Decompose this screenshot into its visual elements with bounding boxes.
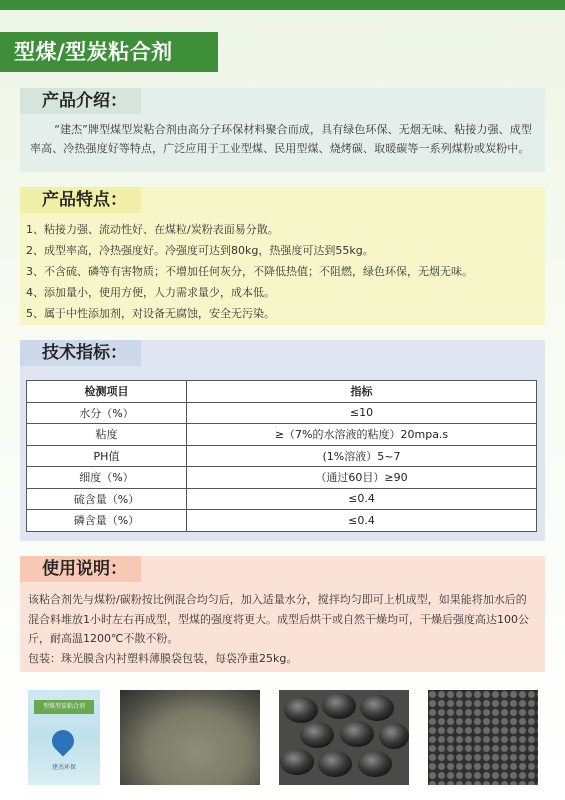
packaging-text: 包装：珠光膜含内衬塑料薄膜袋包装，每袋净重25kg。 (28, 651, 298, 665)
table-row (27, 510, 537, 532)
usage-text: 该粘合剂先与煤粉/碳粉按比例混合均匀后，加入适量水分，搅拌均匀即可上机成型，如果能将加水后的混合料堆放1小时左右再成型，型煤的强度将更大。成型后烘干或自然干燥均可，干燥后强度高达100公斤，耐高温1200℃不散不粉。 (28, 593, 529, 645)
table-row (27, 445, 537, 467)
bag-brand: 建杰环保 (51, 764, 76, 771)
intro-section (20, 88, 545, 172)
usage-heading: 使用说明： (20, 556, 141, 582)
usage-body (20, 590, 545, 668)
column-header: 检测项目 (27, 381, 187, 403)
briquette-photo (279, 690, 409, 785)
table-cell: ≤10 (187, 402, 537, 424)
intro-heading: 产品介绍： (20, 88, 141, 114)
table-cell: 硫含量（%） (27, 488, 187, 510)
briquettes-graphic (279, 690, 409, 785)
feature-item: 2、成型率高，冷热强度好。冷强度可达到80kg，热强度可达到55kg。 (26, 244, 374, 257)
column-header: 指标 (187, 381, 537, 403)
tech-heading: 技术指标： (20, 340, 141, 366)
usage-section (20, 556, 545, 672)
feature-item: 3、不含硫、磷等有害物质；不增加任何灰分，不降低热值；不阻燃，绿色环保，无烟无味。 (26, 265, 473, 278)
bag-label: 型煤型炭粘合剂 (34, 700, 94, 714)
pellets-photo (428, 690, 538, 785)
spec-table (26, 380, 537, 532)
feature-item: 1、粘接力强、流动性好、在煤粒/炭粉表面易分散。 (26, 223, 279, 236)
table-row (27, 402, 537, 424)
table-cell: 磷含量（%） (27, 510, 187, 532)
features-heading: 产品特点： (20, 187, 141, 213)
table-cell: ≤0.4 (187, 510, 537, 532)
table-row (27, 488, 537, 510)
table-cell: ≤0.4 (187, 488, 537, 510)
product-bag-photo (28, 690, 100, 785)
feature-item: 4、添加量小，使用方便，人力需求量少，成本低。 (26, 286, 275, 299)
table-header-row (27, 381, 537, 403)
table-cell: 细度（%） (27, 467, 187, 489)
table-cell: 水分（%） (27, 402, 187, 424)
powder-photo (120, 690, 260, 785)
table-row (27, 467, 537, 489)
intro-text: “建杰”牌型煤型炭粘合剂由高分子环保材料聚合而成，具有绿色环保、无烟无味、粘接力强、成型率高、冷热强度好等特点，广泛应用于工业型煤、民用型煤、烧烤碳、取暖碳等一系列煤粉或炭粉中。 (30, 123, 532, 155)
page-title: 型煤/型炭粘合剂 (0, 32, 218, 72)
table-cell: (1%溶液）5~7 (187, 445, 537, 467)
features-section (20, 187, 545, 325)
table-cell: （通过60目）≥90 (187, 467, 537, 489)
table-cell: 粘度 (27, 424, 187, 446)
drop-logo-icon (47, 725, 78, 756)
table-row (27, 424, 537, 446)
top-bar (0, 0, 565, 10)
product-photos (28, 690, 538, 785)
table-cell: PH值 (27, 445, 187, 467)
tech-section (20, 340, 545, 541)
feature-item: 5、属于中性添加剂，对设备无腐蚀，安全无污染。 (26, 307, 275, 320)
table-cell: ≥（7%的水溶液的粘度）20mpa.s (187, 424, 537, 446)
features-list (20, 219, 545, 324)
